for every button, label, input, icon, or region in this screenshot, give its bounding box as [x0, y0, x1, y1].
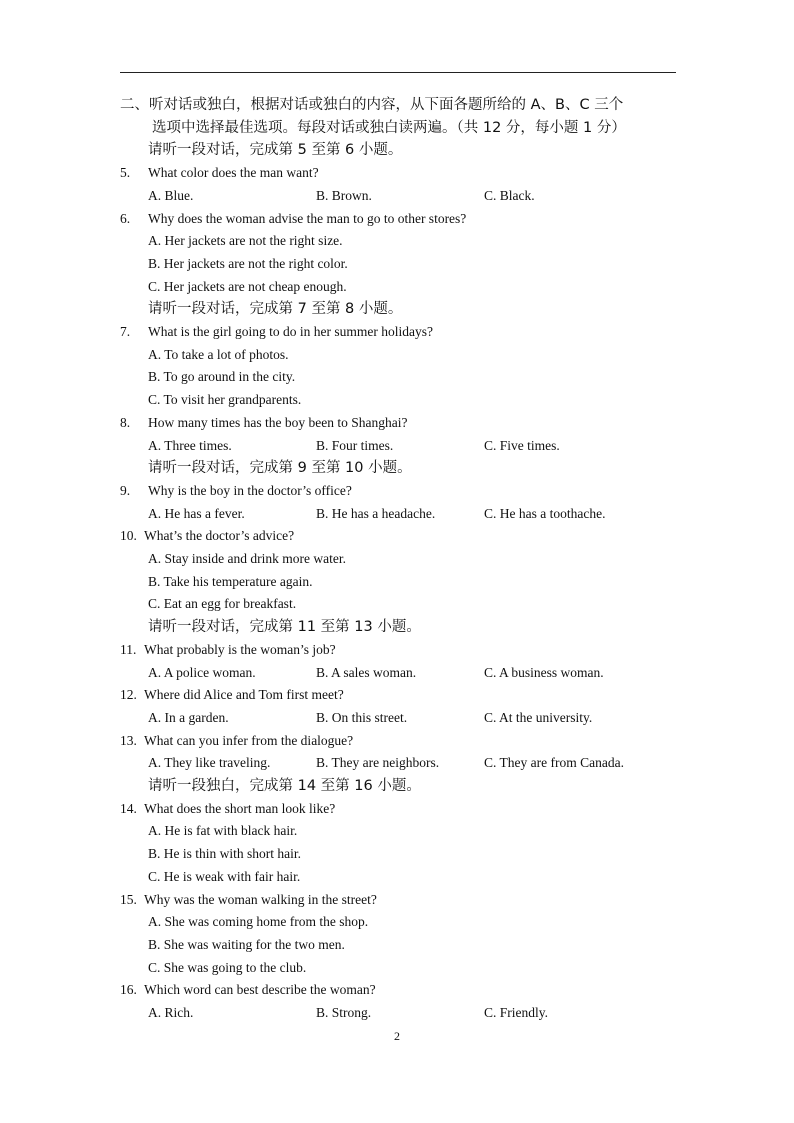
- answer-option: C. Eat an egg for breakfast.: [148, 596, 297, 611]
- question-text: Where did Alice and Tom first meet?: [144, 687, 344, 702]
- question-text: What can you infer from the dialogue?: [144, 733, 354, 748]
- answer-option: B. He has a headache.: [316, 506, 436, 521]
- answer-option: C. She was going to the club.: [148, 960, 307, 975]
- question-text: What is the girl going to do in her summer holidays?: [148, 324, 433, 339]
- answer-option: B. Her jackets are not the right color.: [148, 256, 348, 271]
- question-number: 15.: [120, 892, 137, 907]
- answer-option: B. Four times.: [316, 438, 394, 453]
- answer-option: B. On this street.: [316, 710, 408, 725]
- answer-option: C. Friendly.: [484, 1005, 548, 1020]
- answer-option: A. Blue.: [148, 188, 194, 203]
- answer-option: B. A sales woman.: [316, 665, 417, 680]
- group-instruction: 请听一段对话，完成第 11 至第 13 小题。: [148, 619, 421, 635]
- answer-option: C. At the university.: [484, 710, 593, 725]
- question-text: What does the short man look like?: [144, 801, 336, 816]
- question-number: 9.: [120, 483, 131, 498]
- question-number: 12.: [120, 687, 137, 702]
- question-number: 7.: [120, 324, 131, 339]
- answer-option: A. Rich.: [148, 1005, 194, 1020]
- answer-option: A. Her jackets are not the right size.: [148, 233, 343, 248]
- group-instruction: 请听一段独白，完成第 14 至第 16 小题。: [148, 778, 421, 794]
- question-text: Why was the woman walking in the street?: [144, 892, 377, 907]
- answer-option: A. They like traveling.: [148, 755, 271, 770]
- question-text: Why is the boy in the doctor’s office?: [148, 483, 352, 498]
- answer-option: B. To go around in the city.: [148, 369, 296, 384]
- answer-option: A. Three times.: [148, 438, 232, 453]
- answer-option: C. They are from Canada.: [484, 755, 624, 770]
- answer-option: B. Strong.: [316, 1005, 372, 1020]
- answer-option: B. She was waiting for the two men.: [148, 937, 345, 952]
- answer-option: C. Five times.: [484, 438, 560, 453]
- section-title-line: 二、听对话或独白，根据对话或独白的内容，从下面各题所给的 A、B、C 三个: [120, 97, 624, 113]
- question-number: 16.: [120, 982, 137, 997]
- section-title-line: 选项中选择最佳选项。每段对话或独白读两遍。（共 12 分，每小题 1 分）: [152, 120, 626, 136]
- question-number: 6.: [120, 211, 131, 226]
- answer-option: B. Take his temperature again.: [148, 574, 313, 589]
- answer-option: C. A business woman.: [484, 665, 604, 680]
- answer-option: A. Stay inside and drink more water.: [148, 551, 346, 566]
- question-text: What probably is the woman’s job?: [144, 642, 336, 657]
- question-text: Which word can best describe the woman?: [144, 982, 376, 997]
- group-instruction: 请听一段对话，完成第 9 至第 10 小题。: [148, 460, 412, 476]
- answer-option: C. To visit her grandparents.: [148, 392, 302, 407]
- answer-option: A. He has a fever.: [148, 506, 245, 521]
- question-number: 14.: [120, 801, 137, 816]
- answer-option: A. He is fat with black hair.: [148, 823, 298, 838]
- answer-option: A. A police woman.: [148, 665, 256, 680]
- header-rule: [120, 72, 676, 73]
- question-number: 13.: [120, 733, 137, 748]
- question-number: 5.: [120, 165, 131, 180]
- answer-option: B. He is thin with short hair.: [148, 846, 301, 861]
- answer-option: B. Brown.: [316, 188, 372, 203]
- page-number: 2: [394, 1029, 400, 1043]
- answer-option: C. Her jackets are not cheap enough.: [148, 279, 347, 294]
- answer-option: B. They are neighbors.: [316, 755, 440, 770]
- answer-option: A. She was coming home from the shop.: [148, 914, 369, 929]
- question-number: 8.: [120, 415, 131, 430]
- answer-option: C. He has a toothache.: [484, 506, 606, 521]
- answer-option: A. In a garden.: [148, 710, 229, 725]
- question-text: What’s the doctor’s advice?: [144, 528, 295, 543]
- group-instruction: 请听一段对话，完成第 7 至第 8 小题。: [148, 301, 403, 317]
- question-text: What color does the man want?: [148, 165, 319, 180]
- answer-option: C. He is weak with fair hair.: [148, 869, 301, 884]
- group-instruction: 请听一段对话，完成第 5 至第 6 小题。: [148, 142, 403, 158]
- question-text: Why does the woman advise the man to go to other stores?: [148, 211, 467, 226]
- answer-option: A. To take a lot of photos.: [148, 347, 289, 362]
- question-text: How many times has the boy been to Shanghai?: [148, 415, 408, 430]
- question-number: 10.: [120, 528, 137, 543]
- question-number: 11.: [120, 642, 137, 657]
- answer-option: C. Black.: [484, 188, 535, 203]
